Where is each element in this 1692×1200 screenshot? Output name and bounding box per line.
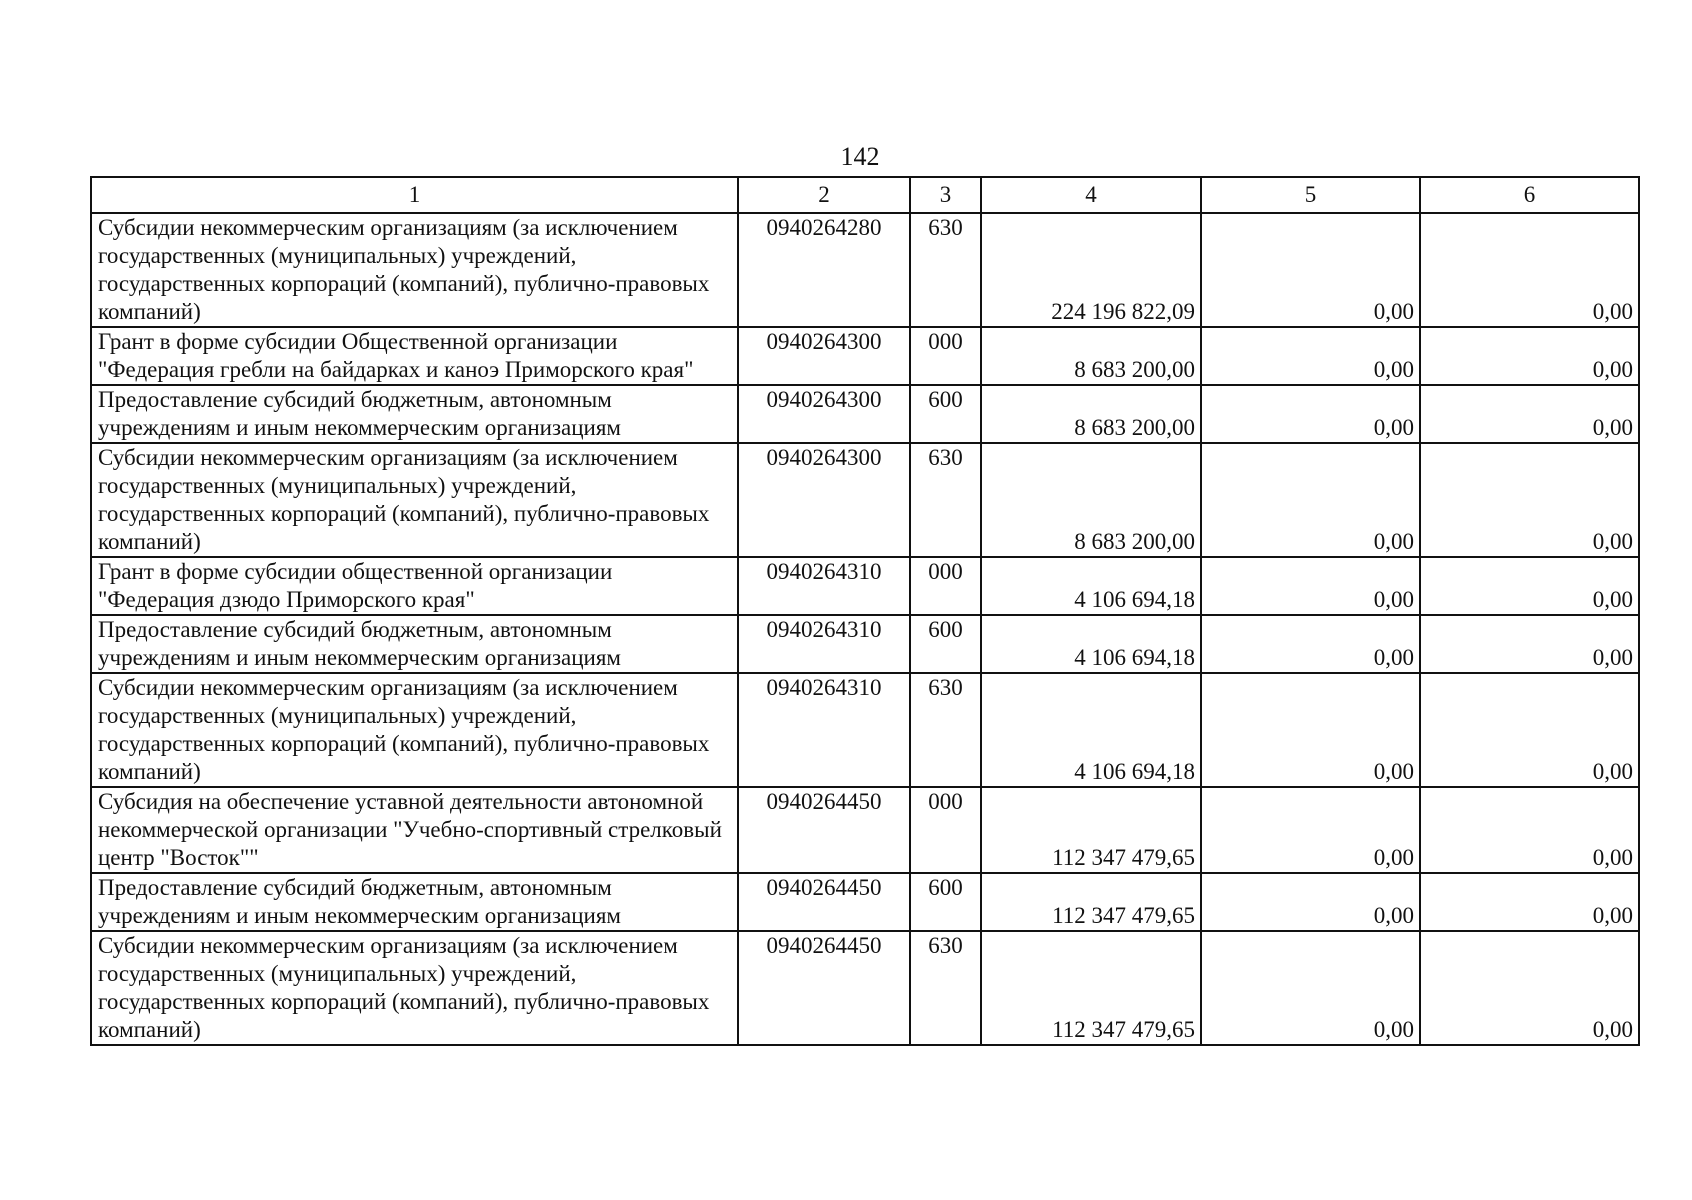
row-name: Предоставление субсидий бюджетным, автономным учреждениям и иным некоммерческим организациям	[91, 873, 738, 931]
header-row	[91, 177, 1639, 213]
row-col5: 0,00	[1201, 385, 1420, 443]
table-row	[91, 327, 1639, 385]
table-row	[91, 557, 1639, 615]
row-col5: 0,00	[1201, 615, 1420, 673]
row-col5: 0,00	[1201, 931, 1420, 1045]
header-col-5: 5	[1201, 177, 1420, 213]
row-kind: 630	[910, 213, 981, 327]
row-col5: 0,00	[1201, 327, 1420, 385]
row-code: 0940264300	[738, 327, 910, 385]
row-col4: 224 196 822,09	[981, 213, 1201, 327]
row-col6: 0,00	[1420, 443, 1639, 557]
row-col6: 0,00	[1420, 787, 1639, 873]
table-row	[91, 873, 1639, 931]
row-col4: 8 683 200,00	[981, 443, 1201, 557]
row-col4: 8 683 200,00	[981, 327, 1201, 385]
page-number: 142	[840, 142, 880, 171]
table-row	[91, 213, 1639, 327]
row-name: Субсидии некоммерческим организациям (за исключением государственных (муниципальных) учреждений, государственных корпораций (компаний), публично-правовых компаний)	[91, 673, 738, 787]
row-col4: 112 347 479,65	[981, 931, 1201, 1045]
row-kind: 000	[910, 787, 981, 873]
header-col-1: 1	[91, 177, 738, 213]
row-col6: 0,00	[1420, 557, 1639, 615]
header-col-3: 3	[910, 177, 981, 213]
row-kind: 630	[910, 673, 981, 787]
row-col5: 0,00	[1201, 557, 1420, 615]
row-col6: 0,00	[1420, 873, 1639, 931]
row-name: Предоставление субсидий бюджетным, автономным учреждениям и иным некоммерческим организациям	[91, 615, 738, 673]
row-col6: 0,00	[1420, 931, 1639, 1045]
row-code: 0940264300	[738, 443, 910, 557]
row-name: Субсидии некоммерческим организациям (за исключением государственных (муниципальных) учреждений, государственных корпораций (компаний), публично-правовых компаний)	[91, 443, 738, 557]
header-col-2: 2	[738, 177, 910, 213]
row-name: Субсидии некоммерческим организациям (за исключением государственных (муниципальных) учреждений, государственных корпораций (компаний), публично-правовых компаний)	[91, 931, 738, 1045]
row-code: 0940264450	[738, 873, 910, 931]
table-row	[91, 787, 1639, 873]
row-col6: 0,00	[1420, 385, 1639, 443]
row-name: Грант в форме субсидии общественной организации "Федерация дзюдо Приморского края"	[91, 557, 738, 615]
row-col5: 0,00	[1201, 213, 1420, 327]
row-kind: 600	[910, 615, 981, 673]
row-kind: 000	[910, 327, 981, 385]
row-col6: 0,00	[1420, 213, 1639, 327]
row-name: Предоставление субсидий бюджетным, автономным учреждениям и иным некоммерческим организациям	[91, 385, 738, 443]
row-name: Субсидии некоммерческим организациям (за исключением государственных (муниципальных) учреждений, государственных корпораций (компаний), публично-правовых компаний)	[91, 213, 738, 327]
row-col4: 4 106 694,18	[981, 557, 1201, 615]
row-col6: 0,00	[1420, 615, 1639, 673]
row-col5: 0,00	[1201, 873, 1420, 931]
table-row	[91, 385, 1639, 443]
row-col5: 0,00	[1201, 787, 1420, 873]
row-kind: 600	[910, 385, 981, 443]
row-col4: 112 347 479,65	[981, 787, 1201, 873]
row-kind: 630	[910, 931, 981, 1045]
row-code: 0940264300	[738, 385, 910, 443]
header-col-4: 4	[981, 177, 1201, 213]
row-code: 0940264310	[738, 673, 910, 787]
row-name: Грант в форме субсидии Общественной организации "Федерация гребли на байдарках и каноэ Приморского края"	[91, 327, 738, 385]
row-col6: 0,00	[1420, 673, 1639, 787]
row-col5: 0,00	[1201, 443, 1420, 557]
table-row	[91, 615, 1639, 673]
row-col4: 4 106 694,18	[981, 615, 1201, 673]
budget-table-wrapper	[90, 176, 1638, 1046]
table-body	[91, 213, 1639, 1045]
row-kind: 630	[910, 443, 981, 557]
row-code: 0940264310	[738, 557, 910, 615]
header-col-6: 6	[1420, 177, 1639, 213]
row-code: 0940264450	[738, 787, 910, 873]
table-row	[91, 931, 1639, 1045]
row-col6: 0,00	[1420, 327, 1639, 385]
row-code: 0940264310	[738, 615, 910, 673]
row-code: 0940264280	[738, 213, 910, 327]
row-code: 0940264450	[738, 931, 910, 1045]
budget-table	[90, 176, 1640, 1046]
row-col4: 4 106 694,18	[981, 673, 1201, 787]
row-col4: 8 683 200,00	[981, 385, 1201, 443]
table-row	[91, 673, 1639, 787]
row-kind: 600	[910, 873, 981, 931]
row-col4: 112 347 479,65	[981, 873, 1201, 931]
row-kind: 000	[910, 557, 981, 615]
table-row	[91, 443, 1639, 557]
row-name: Субсидия на обеспечение уставной деятельности автономной некоммерческой организации "Учебно-спортивный стрелковый центр "Восток""	[91, 787, 738, 873]
row-col5: 0,00	[1201, 673, 1420, 787]
